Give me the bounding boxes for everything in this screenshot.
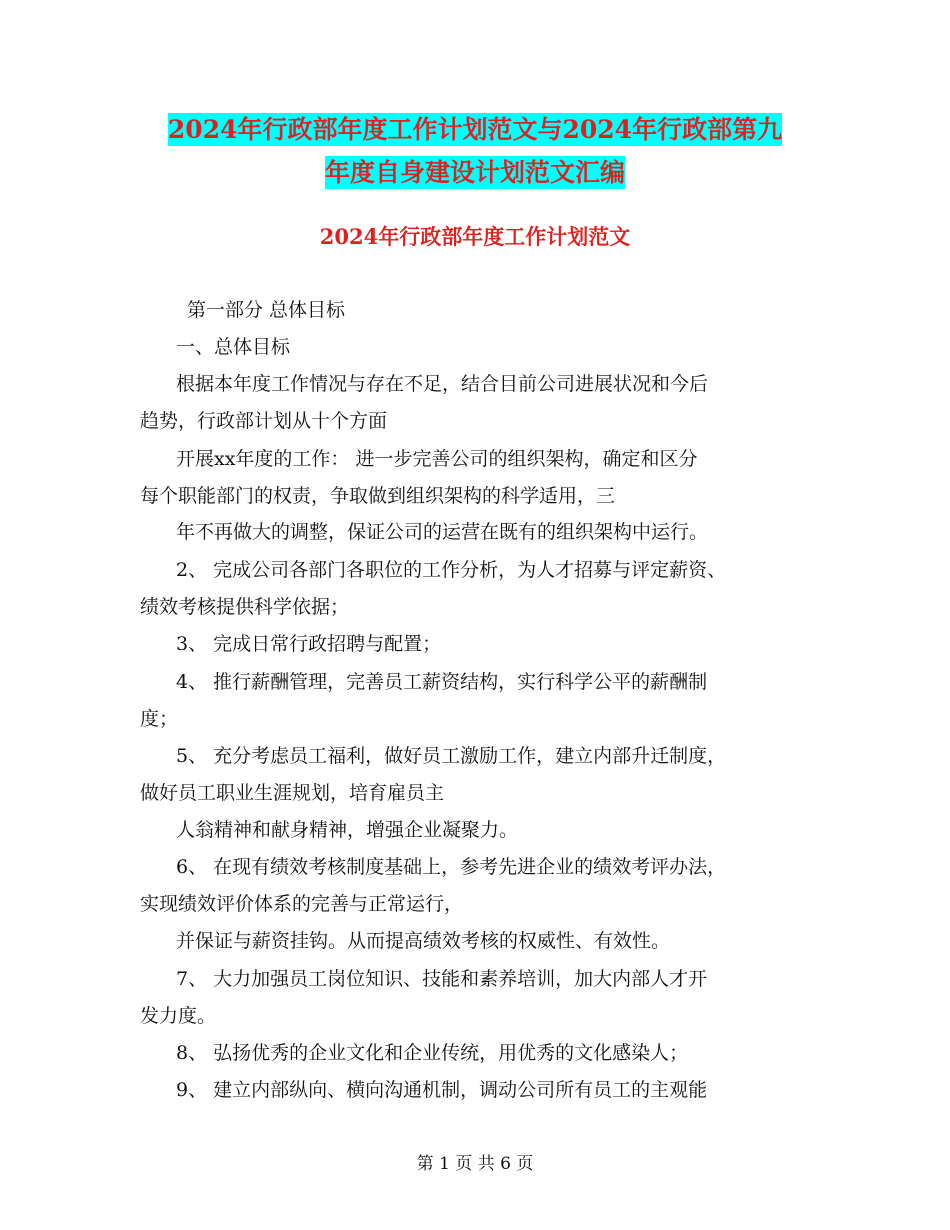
body-line: 绩效考核提供科学依据； (140, 596, 350, 618)
section-title: 2024年行政部年度工作计划范文 (319, 224, 631, 249)
body-line: 做好员工职业生涯规划，培育雇员主 (140, 782, 445, 804)
body-line: 5、 充分考虑员工福利，做好员工激励工作，建立内部升迁制度， (176, 745, 727, 767)
body-line: 7、 大力加强员工岗位知识、技能和素养培训，加大内部人才开 (176, 968, 708, 990)
document-title-line-2 (0, 156, 950, 190)
body-line: 6、 在现有绩效考核制度基础上，参考先进企业的绩效考评办法， (176, 856, 727, 878)
body-line: 趋势，行政部计划从十个方面 (140, 410, 388, 432)
body-line: 9、 建立内部纵向、横向沟通机制，调动公司所有员工的主观能 (176, 1079, 708, 1101)
body-line: 发力度。 (140, 1005, 217, 1027)
body-line: 第一部分 总体目标 (187, 299, 346, 321)
body-line: 一、总体目标 (176, 336, 291, 358)
document-title-text-1: 2024年行政部年度工作计划范文与2024年行政部第九 (167, 115, 783, 144)
body-line: 每个职能部门的权责，争取做到组织架构的科学适用，三 (140, 485, 616, 507)
body-line: 2、 完成公司各部门各职位的工作分析，为人才招募与评定薪资、 (176, 559, 727, 581)
body-line: 度； (140, 708, 179, 730)
body-line: 4、 推行薪酬管理，完善员工薪资结构，实行科学公平的薪酬制 (176, 671, 708, 693)
document-title-line-1 (0, 113, 950, 147)
body-line: 年不再做大的调整，保证公司的运营在既有的组织架构中运行。 (176, 521, 709, 543)
page-footer: 第 1 页 共 6 页 (416, 1154, 534, 1174)
body-line: 8、 弘扬优秀的企业文化和企业传统，用优秀的文化感染人； (176, 1042, 689, 1064)
body-line: 实现绩效评价体系的完善与正常运行， (140, 893, 464, 915)
body-line: 开展xx年度的工作： 进一步完善公司的组织架构，确定和区分 (176, 448, 698, 470)
document-title-text-2: 年度自身建设计划范文汇编 (324, 158, 625, 187)
body-line: 根据本年度工作情况与存在不足，结合目前公司进展状况和今后 (176, 373, 709, 395)
body-line: 并保证与薪资挂钩。从而提高绩效考核的权威性、有效性。 (176, 930, 671, 952)
body-line: 3、 完成日常行政招聘与配置； (176, 633, 442, 655)
body-line: 人翁精神和献身精神，增强企业凝聚力。 (176, 819, 519, 841)
